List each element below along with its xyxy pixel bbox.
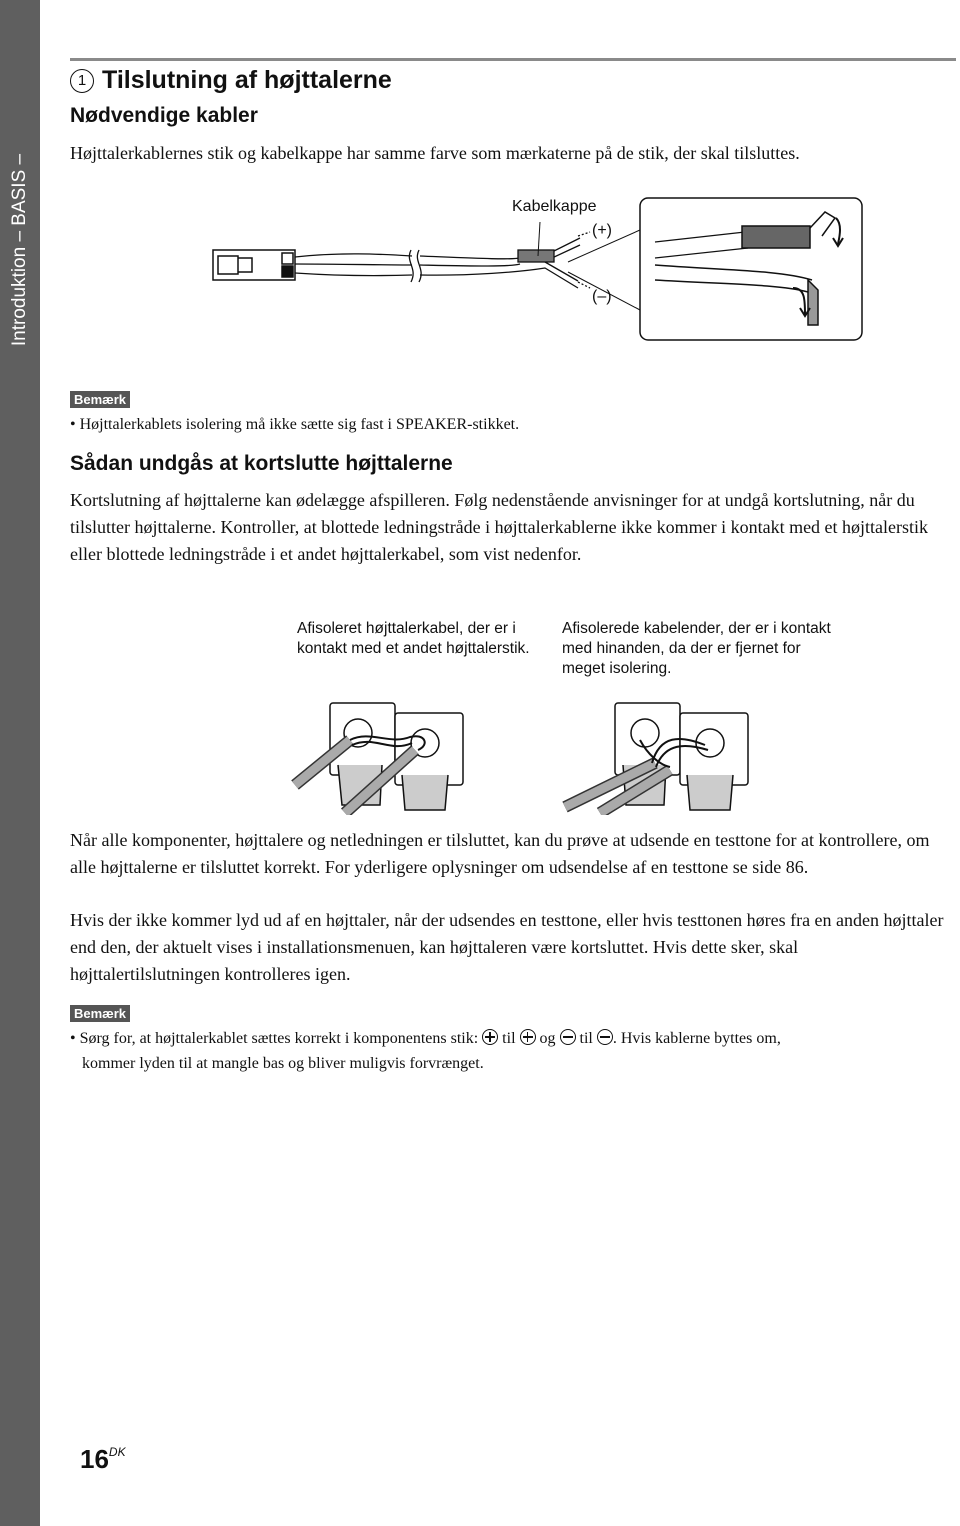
testtone-paragraph: Når alle komponenter, højttalere og netledningen er tilsluttet, kan du prøve at udsende en testtone for at kontrollere, om alle højttalerne er tilsluttet korrekt. For yderligere oplysninger om udsendelse af en testtone se side 86.	[70, 830, 930, 877]
minus-terminal-icon	[560, 1029, 576, 1045]
label-cable-sleeve: Kabelkappe	[512, 198, 597, 215]
shortcircuit-paragraph: Hvis der ikke kommer lyd ud af en højttaler, når der udsendes en testtone, eller hvis testtonen høres fra en anden højttaler end den, der aktuelt vises i installationsmenuen, kan højttaleren være kortsluttet. Hvis dette sker, skal højttalertilslutningen kontrolleres igen.	[70, 910, 944, 984]
sidebar-label: Introduktion – BASIS –	[9, 153, 30, 347]
label-minus: (–)	[592, 288, 612, 305]
page-number-value: 16	[80, 1444, 109, 1474]
minus-terminal-icon	[597, 1029, 613, 1045]
note-bullet: • Højttalerkablets isolering må ikke sætte sig fast i SPEAKER-stikket.	[70, 416, 520, 433]
intro-paragraph: Højttalerkablernes stik og kabelkappe har samme farve som mærkaterne på de stik, der skal tilsluttes.	[70, 143, 800, 163]
section-title-text: Tilslutning af højttalerne	[102, 66, 392, 94]
note2-text-part2: . Hvis kablerne byttes om,	[612, 1030, 781, 1047]
label-plus: (+)	[592, 222, 612, 239]
step-number: 1	[70, 69, 94, 93]
section2-paragraph: Kortslutning af højttalerne kan ødelægge afspilleren. Følg nedenstående anvisninger for at undgå kortslutning, når du tilslutter højttalerne. Kontroller, at blottede ledningstråde i højttalerkablerne ikke kommer i kontakt med et højttalerstik eller blottede ledningstråde i et andet højttalerkabel, som vist nedenfor.	[70, 490, 929, 564]
page-number-suffix: DK	[108, 1445, 126, 1459]
speaker-cable-diagram	[0, 0, 960, 360]
note2-til1: til	[502, 1030, 516, 1047]
figure-right-caption: Afisolerede kabelender, der er i kontakt med hinanden, da der er fjernet for meget isolering.	[562, 620, 831, 677]
note-badge: Bemærk	[70, 391, 130, 408]
section2-title: Sådan undgås at kortslutte højttalerne	[70, 452, 453, 475]
plus-terminal-icon	[520, 1029, 536, 1045]
cable-plug-icon	[213, 250, 295, 280]
note-text: Højttalerkablets isolering må ikke sætte sig fast i SPEAKER-stikket.	[79, 416, 520, 433]
figure-left-terminals	[290, 695, 490, 815]
zoom-inset	[640, 198, 862, 340]
note2-bullet: • Sørg for, at højttalerkablet sættes korrekt i komponentens stik: til og til . Hvis kablerne byttes om, kommer lyden til at mangle bas og bliver muligvis forvrænget.	[70, 1026, 950, 1076]
figure-left-caption: Afisoleret højttalerkabel, der er i kontakt med et andet højttalerstik.	[297, 620, 530, 657]
plus-terminal-icon	[482, 1029, 498, 1045]
note2-badge: Bemærk	[70, 1005, 130, 1022]
subsection-title: Nødvendige kabler	[70, 104, 258, 127]
note2-text-part1: Sørg for, at højttalerkablet sættes korrekt i komponentens stik:	[79, 1030, 479, 1047]
page-number	[80, 1444, 126, 1475]
note2-til2: til	[579, 1030, 593, 1047]
figure-right-terminals	[560, 695, 760, 815]
note2-og: og	[539, 1030, 556, 1047]
note2-text-line2: kommer lyden til at mangle bas og bliver muligvis forvrænget.	[82, 1055, 484, 1072]
cable-wires	[295, 232, 590, 288]
